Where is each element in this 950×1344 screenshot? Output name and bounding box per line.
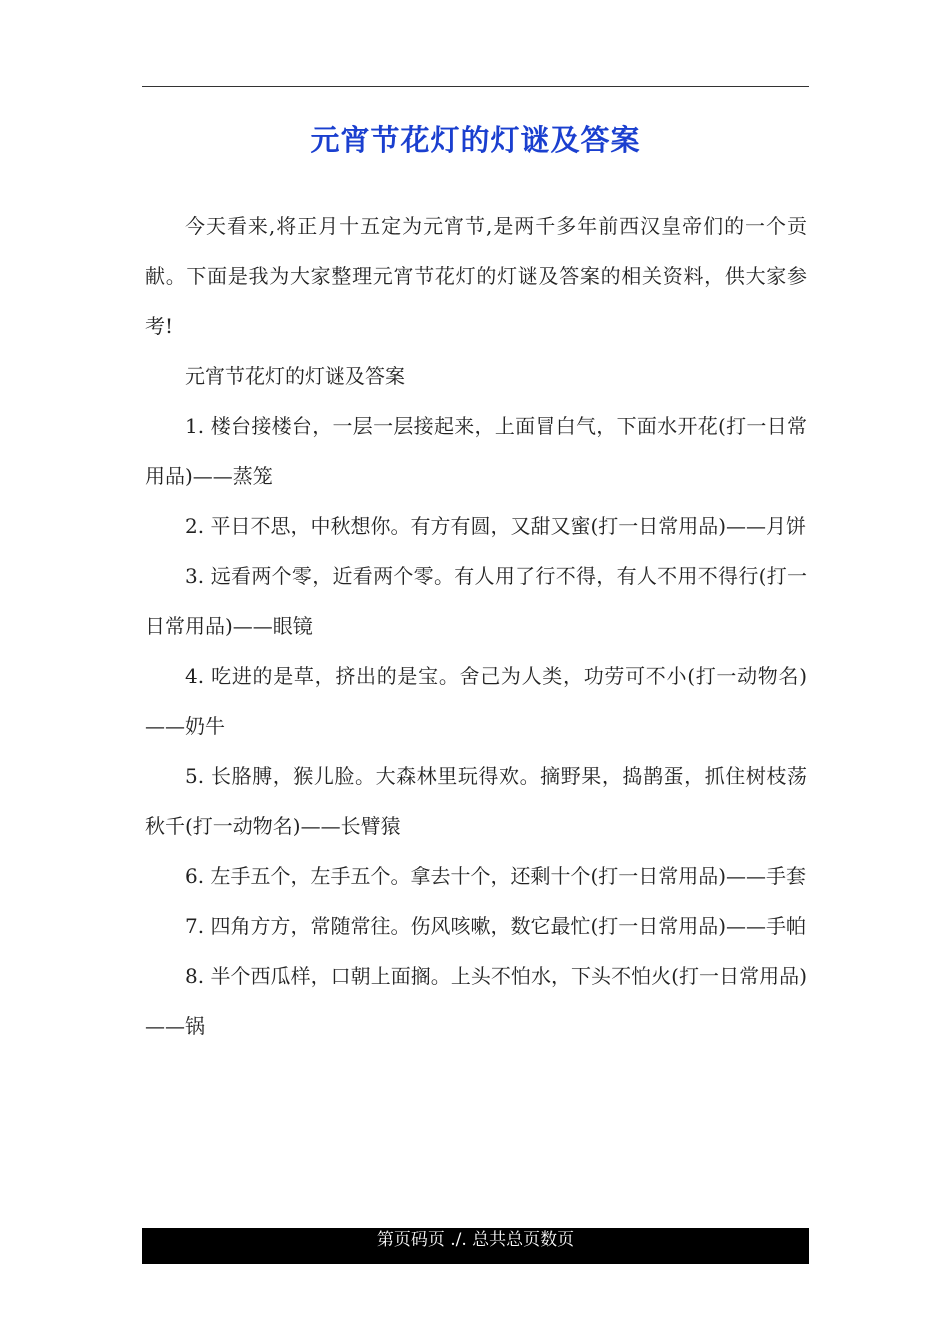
page-number-text: 第页码页 ./. 总共总页数页 <box>376 1230 575 1250</box>
header-rule <box>142 86 809 87</box>
riddle-item: 5. 长胳膊，猴儿脸。大森林里玩得欢。摘野果，捣鹊蛋，抓住树枝荡秋千(打一动物名)——长臂猿 <box>145 764 807 838</box>
riddle-item: 4. 吃进的是草，挤出的是宝。舍己为人类，功劳可不小(打一动物名)——奶牛 <box>145 664 807 738</box>
document-title: 元宵节花灯的灯谜及答案 <box>310 123 641 157</box>
riddle-item: 3. 远看两个零，近看两个零。有人用了行不得，有人不用不得行(打一日常用品)——眼镜 <box>145 564 807 638</box>
riddle-item: 8. 半个西瓜样，口朝上面搁。上头不怕水，下头不怕火(打一日常用品)——锅 <box>145 964 807 1038</box>
riddle-item: 6. 左手五个，左手五个。拿去十个，还剩十个(打一日常用品)——手套 <box>185 864 807 888</box>
riddle-item: 7. 四角方方，常随常往。伤风咳嗽，数它最忙(打一日常用品)——手帕 <box>185 914 807 938</box>
intro-paragraph: 今天看来,将正月十五定为元宵节,是两千多年前西汉皇帝们的一个贡献。下面是我为大家整理元宵节花灯的灯谜及答案的相关资料，供大家参考! <box>145 214 807 338</box>
document-body <box>145 201 807 1051</box>
section-heading: 元宵节花灯的灯谜及答案 <box>185 364 405 388</box>
riddle-item: 1. 楼台接楼台，一层一层接起来，上面冒白气，下面水开花(打一日常用品)——蒸笼 <box>145 414 807 488</box>
page-footer <box>142 1228 809 1264</box>
riddle-item: 2. 平日不思，中秋想你。有方有圆，又甜又蜜(打一日常用品)——月饼 <box>185 514 807 538</box>
